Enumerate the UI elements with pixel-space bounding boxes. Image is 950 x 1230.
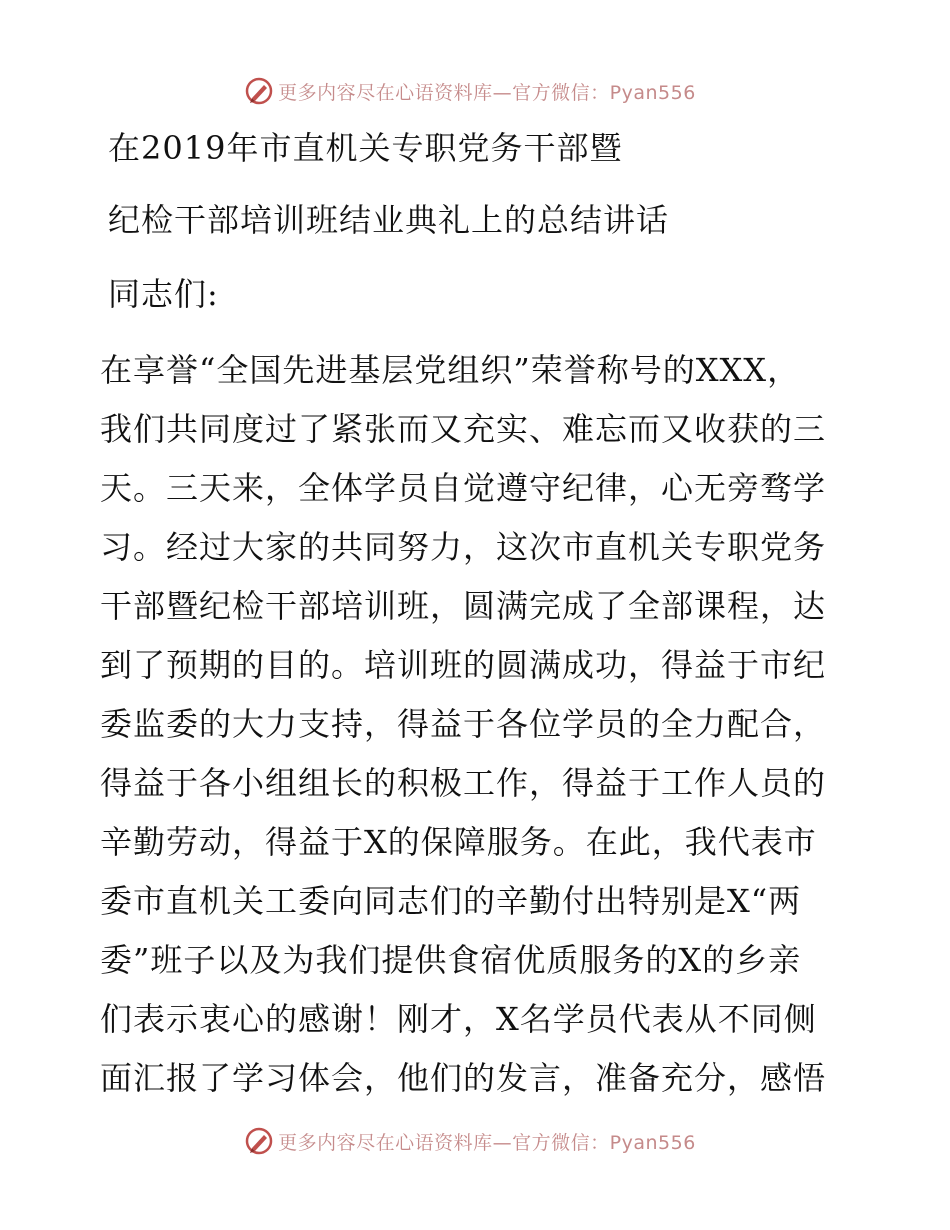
pen-logo-icon xyxy=(244,1126,274,1156)
body-line: 得益于各小组组长的积极工作，得益于工作人员的 xyxy=(100,764,827,802)
title-line-1: 在2019年市直机关专职党务干部暨 xyxy=(108,129,623,167)
pen-logo-icon xyxy=(244,76,274,106)
body-line: 辛勤劳动，得益于X的保障服务。在此，我代表市 xyxy=(100,823,817,861)
body-line: 们表示衷心的感谢！刚才，X名学员代表从不同侧 xyxy=(100,1000,817,1038)
body-line: 习。经过大家的共同努力，这次市直机关专职党务 xyxy=(100,528,827,566)
header-banner-text: 更多内容尽在心语资料库—官方微信：Pyan556 xyxy=(278,81,696,104)
body-line: 到了预期的目的。培训班的圆满成功，得益于市纪 xyxy=(100,646,827,684)
body-line: 天。三天来，全体学员自觉遵守纪律，心无旁骛学 xyxy=(100,469,827,507)
body-line: 委”班子以及为我们提供食宿优质服务的X的乡亲 xyxy=(100,941,802,979)
body-line: 面汇报了学习体会，他们的发言，准备充分，感悟 xyxy=(100,1059,827,1097)
title-line-2: 纪检干部培训班结业典礼上的总结讲话 xyxy=(108,201,670,239)
salutation: 同志们: xyxy=(108,275,219,313)
header-banner xyxy=(0,74,950,108)
body-line: 委市直机关工委向同志们的辛勤付出特别是X“两 xyxy=(100,882,802,920)
footer-banner xyxy=(0,1124,950,1158)
body-line: 委监委的大力支持，得益于各位学员的全力配合， xyxy=(100,705,827,743)
footer-banner-text: 更多内容尽在心语资料库—官方微信：Pyan556 xyxy=(278,1131,696,1154)
body-line: 在享誉“全国先进基层党组织”荣誉称号的XXX， xyxy=(100,351,801,389)
body-line: 我们共同度过了紧张而又充实、难忘而又收获的三 xyxy=(100,410,827,448)
body-line: 干部暨纪检干部培训班，圆满完成了全部课程，达 xyxy=(100,587,827,625)
